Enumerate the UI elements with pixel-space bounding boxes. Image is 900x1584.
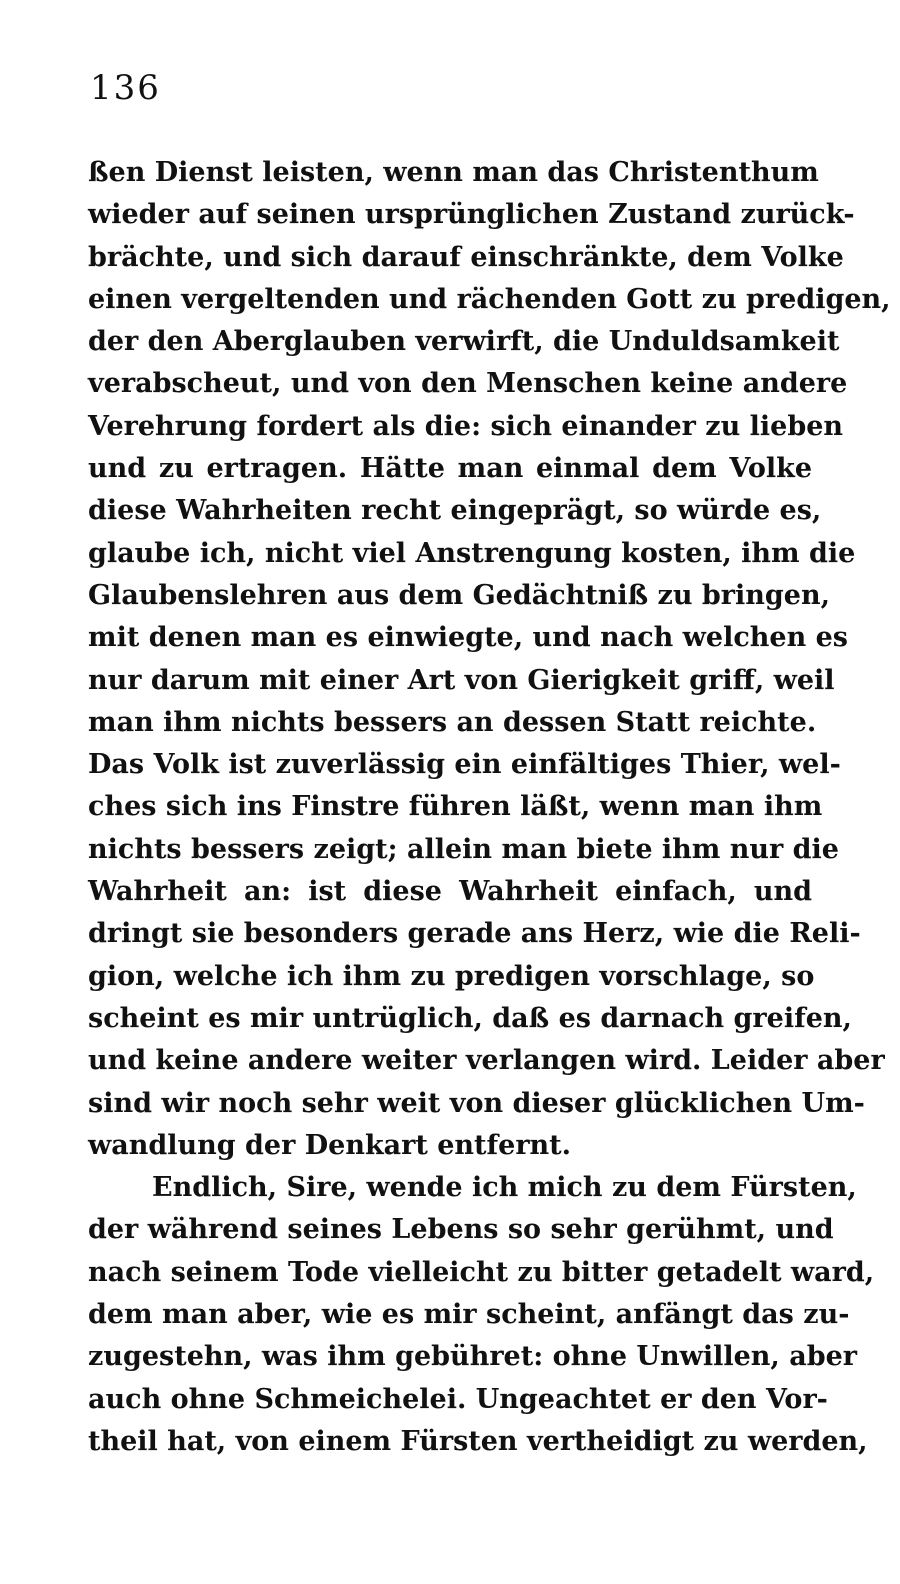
text-line: Endlich, Sire, wende ich mich zu dem Fürsten, xyxy=(152,1172,857,1204)
text-line: der den Aberglauben verwirft, die Unduldsamkeit xyxy=(88,326,840,358)
text-line: einen vergeltenden und rächenden Gott zu predigen, xyxy=(88,283,891,315)
text-line: nach seinem Tode vielleicht zu bitter getadelt ward, xyxy=(88,1256,875,1288)
body-text xyxy=(88,152,891,1463)
text-line: dem man aber, wie es mir scheint, anfängt das zu- xyxy=(88,1299,850,1331)
text-line: Das Volk ist zuverlässig ein einfältiges Thier, wel- xyxy=(88,749,841,781)
page-number: 136 xyxy=(90,68,161,108)
text-line: nichts bessers zeigt; allein man biete ihm nur die xyxy=(88,833,839,865)
text-line: gion, welche ich ihm zu predigen vorschlage, so xyxy=(88,960,815,992)
text-line: man ihm nichts bessers an dessen Statt reichte. xyxy=(88,706,817,738)
text-line: ches sich ins Finstre führen läßt, wenn man ihm xyxy=(88,791,823,823)
text-line: verabscheut, und von den Menschen keine andere xyxy=(88,368,848,400)
text-line: wieder auf seinen ursprünglichen Zustand zurück- xyxy=(88,199,855,231)
text-line: glaube ich, nicht viel Anstrengung kosten, ihm die xyxy=(88,537,856,569)
text-line: ßen Dienst leisten, wenn man das Christenthum xyxy=(88,157,819,188)
text-line: brächte, und sich darauf einschränkte, dem Volke xyxy=(88,241,844,273)
text-line: scheint es mir untrüglich, daß es darnach greifen, xyxy=(88,1002,852,1034)
text-line: dringt sie besonders gerade ans Herz, wie die Reli- xyxy=(88,918,861,950)
text-line: und keine andere weiter verlangen wird. Leider aber xyxy=(88,1045,885,1077)
text-line: Wahrheit an: ist diese Wahrheit einfach, und xyxy=(88,876,812,908)
text-line: der während seines Lebens so sehr gerühmt, und xyxy=(88,1214,834,1246)
text-line: und zu ertragen. Hätte man einmal dem Volke xyxy=(88,453,812,485)
text-line: Glaubenslehren aus dem Gedächtniß zu bringen, xyxy=(88,579,830,611)
text-line: wandlung der Denkart entfernt. xyxy=(88,1129,572,1161)
text-line: theil hat, von einem Fürsten vertheidigt zu werden, xyxy=(88,1425,868,1457)
text-line: auch ohne Schmeichelei. Ungeachtet er den Vor- xyxy=(88,1383,828,1415)
text-line: Verehrung fordert als die: sich einander zu lieben xyxy=(88,410,844,442)
text-line: sind wir noch sehr weit von dieser glücklichen Um- xyxy=(88,1087,865,1119)
text-line: zugestehn, was ihm gebühret: ohne Unwillen, aber xyxy=(88,1341,857,1373)
text-line: mit denen man es einwiegte, und nach welchen es xyxy=(88,622,849,654)
text-line: diese Wahrheiten recht eingeprägt, so würde es, xyxy=(88,495,822,527)
text-line: nur darum mit einer Art von Gierigkeit griff, weil xyxy=(88,664,835,696)
